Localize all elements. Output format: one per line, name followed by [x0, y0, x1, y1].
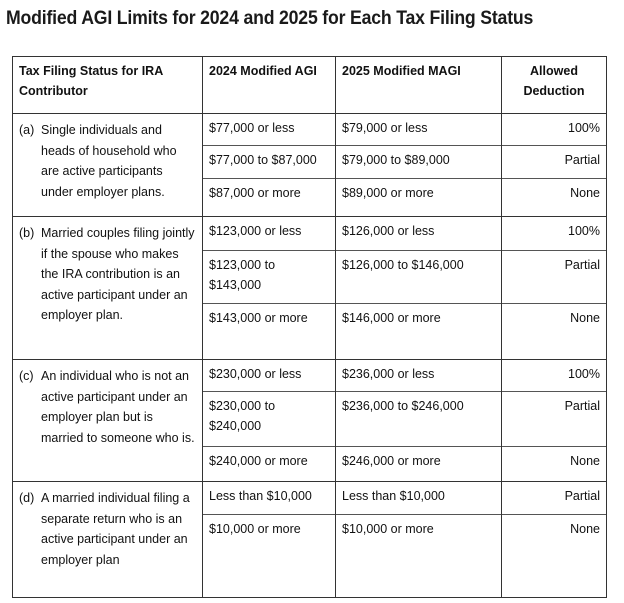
agi-2024-value: $143,000 or more	[209, 311, 308, 325]
deduction-value: Partial	[502, 482, 606, 515]
agi-2024-value: $230,000 or less	[203, 360, 335, 392]
deduction-value: Partial	[502, 392, 606, 447]
table-row	[13, 114, 607, 217]
status-text: Married couples filing jointly if the spouse who makes the IRA contribution is an active participant under an employer plan.	[41, 226, 195, 322]
deduction-value: None	[570, 311, 600, 325]
group-label: (d)	[19, 491, 35, 505]
magi-2025-value: $126,000 to $146,000	[336, 251, 501, 304]
agi-2024-value: $123,000 to $143,000	[203, 251, 335, 304]
agi-2024-value: $10,000 or more	[209, 522, 301, 536]
agi-2024-value: $230,000 to $240,000	[203, 392, 335, 447]
header-2025-magi: 2025 Modified MAGI	[336, 57, 502, 114]
magi-2025-value: $79,000 to $89,000	[336, 146, 501, 179]
status-text: An individual who is not an active participant under an employer plan but is married to someone who is.	[41, 369, 195, 445]
group-label: (b)	[19, 226, 35, 240]
agi-2024-value: $87,000 or more	[209, 186, 301, 200]
group-label: (a)	[19, 123, 35, 137]
agi-2024-value: $77,000 to $87,000	[203, 146, 335, 179]
deduction-value: 100%	[502, 360, 606, 392]
agi-2024-value: $240,000 or more	[209, 454, 308, 468]
magi-limits-table	[12, 56, 607, 598]
header-2024-agi: 2024 Modified AGI	[203, 57, 336, 114]
deduction-value: 100%	[502, 217, 606, 251]
deduction-value: 100%	[502, 114, 606, 146]
group-label: (c)	[19, 369, 34, 383]
status-cell	[13, 360, 203, 482]
agi-2024-value: $123,000 or less	[203, 217, 335, 251]
deduction-value: None	[570, 186, 600, 200]
magi-2025-value: $126,000 or less	[336, 217, 501, 251]
magi-2025-value: $236,000 to $246,000	[336, 392, 501, 447]
status-text: A married individual filing a separate return who is an active participant under an employer plan	[41, 491, 190, 567]
magi-2025-value: $79,000 or less	[336, 114, 501, 146]
deduction-value: None	[570, 454, 600, 468]
status-text: Single individuals and heads of household who are active participants under employer plans.	[41, 123, 177, 199]
header-allowed-deduction: Allowed Deduction	[502, 57, 607, 114]
status-cell	[13, 114, 203, 217]
magi-2025-value: $236,000 or less	[336, 360, 501, 392]
agi-2024-value: Less than $10,000	[203, 482, 335, 515]
deduction-value: None	[570, 522, 600, 536]
magi-2025-value: Less than $10,000	[336, 482, 501, 515]
agi-2024-value: $77,000 or less	[203, 114, 335, 146]
magi-2025-value: $146,000 or more	[342, 311, 441, 325]
status-cell	[13, 217, 203, 360]
table-row	[13, 482, 607, 598]
deduction-value: Partial	[502, 146, 606, 179]
deduction-value: Partial	[502, 251, 606, 304]
table-row	[13, 217, 607, 360]
magi-2025-value: $89,000 or more	[342, 186, 434, 200]
table-row	[13, 360, 607, 482]
magi-2025-value: $246,000 or more	[342, 454, 441, 468]
header-status: Tax Filing Status for IRA Contributor	[13, 57, 203, 114]
magi-2025-value: $10,000 or more	[342, 522, 434, 536]
status-cell	[13, 482, 203, 598]
header-row	[13, 57, 607, 114]
page-title: Modified AGI Limits for 2024 and 2025 for Each Tax Filing Status	[6, 8, 534, 29]
